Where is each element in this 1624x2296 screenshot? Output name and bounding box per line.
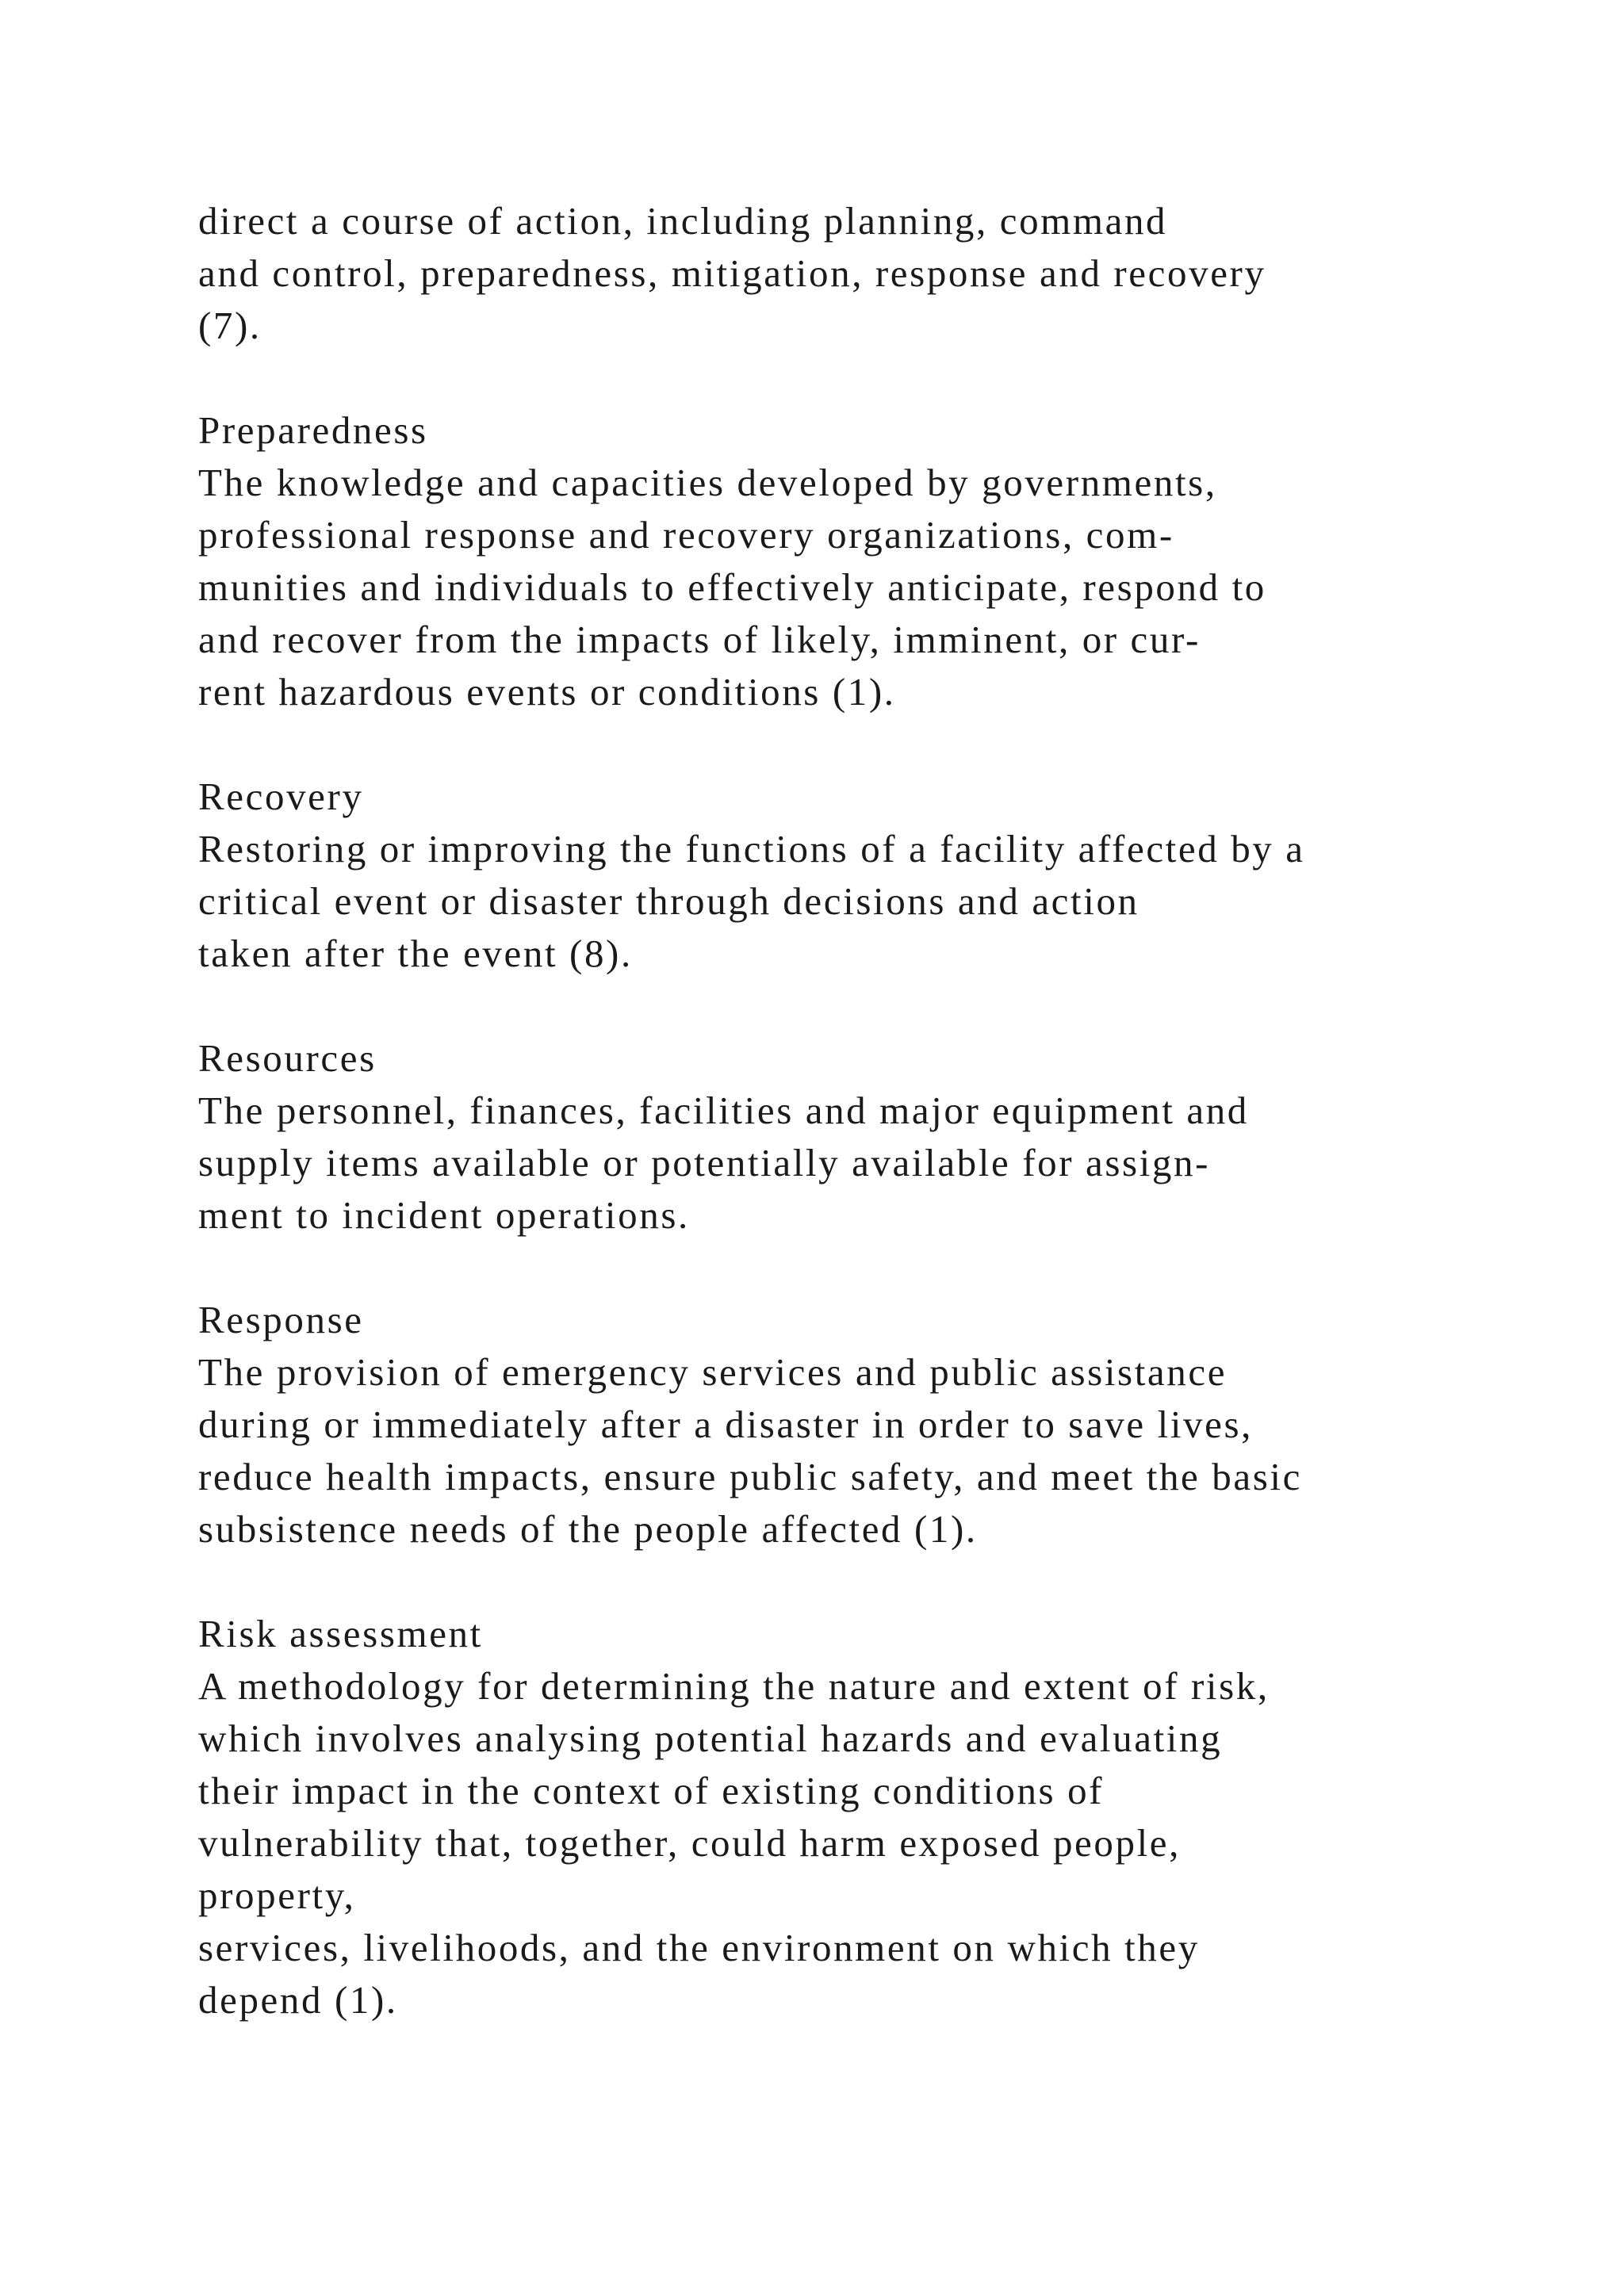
definition-line: services, livelihoods, and the environment on which they <box>198 1926 1200 1969</box>
definition-line: which involves analysing potential hazards and evaluating <box>198 1716 1223 1760</box>
paragraph-gap <box>198 980 1594 1032</box>
definition-line: munities and individuals to effectively anticipate, respond to <box>198 565 1266 609</box>
definition-line: professional response and recovery organizations, com- <box>198 513 1174 557</box>
text-line: and control, preparedness, mitigation, response and recovery <box>198 251 1266 295</box>
definition-line: and recover from the impacts of likely, imminent, or cur- <box>198 618 1201 661</box>
text-line: (7). <box>198 304 262 347</box>
definition-line: their impact in the context of existing conditions of <box>198 1769 1105 1812</box>
glossary-term: Preparedness <box>198 408 428 452</box>
definition-line: critical event or disaster through decisions and action <box>198 879 1139 923</box>
definition-line: supply items available or potentially available for assign- <box>198 1141 1210 1184</box>
definition-line: reduce health impacts, ensure public safety, and meet the basic <box>198 1455 1302 1498</box>
paragraph-gap <box>198 352 1594 404</box>
glossary-term: Resources <box>198 1036 377 1080</box>
glossary-term: Response <box>198 1298 364 1341</box>
definition-line: during or immediately after a disaster in order to save lives, <box>198 1402 1254 1446</box>
definition-line: property, <box>198 1873 356 1917</box>
definition-line: Restoring or improving the functions of a facility affected by a <box>198 827 1305 871</box>
definition-line: The provision of emergency services and public assistance <box>198 1350 1228 1394</box>
definition-line: vulnerability that, together, could harm exposed people, <box>198 1821 1182 1865</box>
glossary-entry-recovery <box>198 771 1594 980</box>
document-body <box>198 195 1594 2026</box>
glossary-entry-preparedness <box>198 404 1594 718</box>
glossary-entry-response <box>198 1294 1594 1556</box>
definition-line: subsistence needs of the people affected (1). <box>198 1507 978 1551</box>
definition-line: A methodology for determining the nature and extent of risk, <box>198 1664 1270 1708</box>
glossary-entry-resources <box>198 1032 1594 1242</box>
definition-line: taken after the event (8). <box>198 932 633 975</box>
paragraph-gap <box>198 1242 1594 1294</box>
glossary-term: Recovery <box>198 775 364 818</box>
glossary-entry-risk-assessment <box>198 1608 1594 2026</box>
definition-line: ment to incident operations. <box>198 1193 690 1237</box>
definition-line: rent hazardous events or conditions (1). <box>198 670 896 714</box>
definition-line: The personnel, finances, facilities and major equipment and <box>198 1089 1249 1132</box>
paragraph-gap <box>198 1556 1594 1608</box>
glossary-term: Risk assessment <box>198 1612 483 1655</box>
definition-line: depend (1). <box>198 1978 398 2022</box>
text-line: direct a course of action, including planning, command <box>198 199 1168 243</box>
definition-line: The knowledge and capacities developed by governments, <box>198 461 1217 504</box>
paragraph-gap <box>198 718 1594 771</box>
intro-paragraph <box>198 195 1594 352</box>
